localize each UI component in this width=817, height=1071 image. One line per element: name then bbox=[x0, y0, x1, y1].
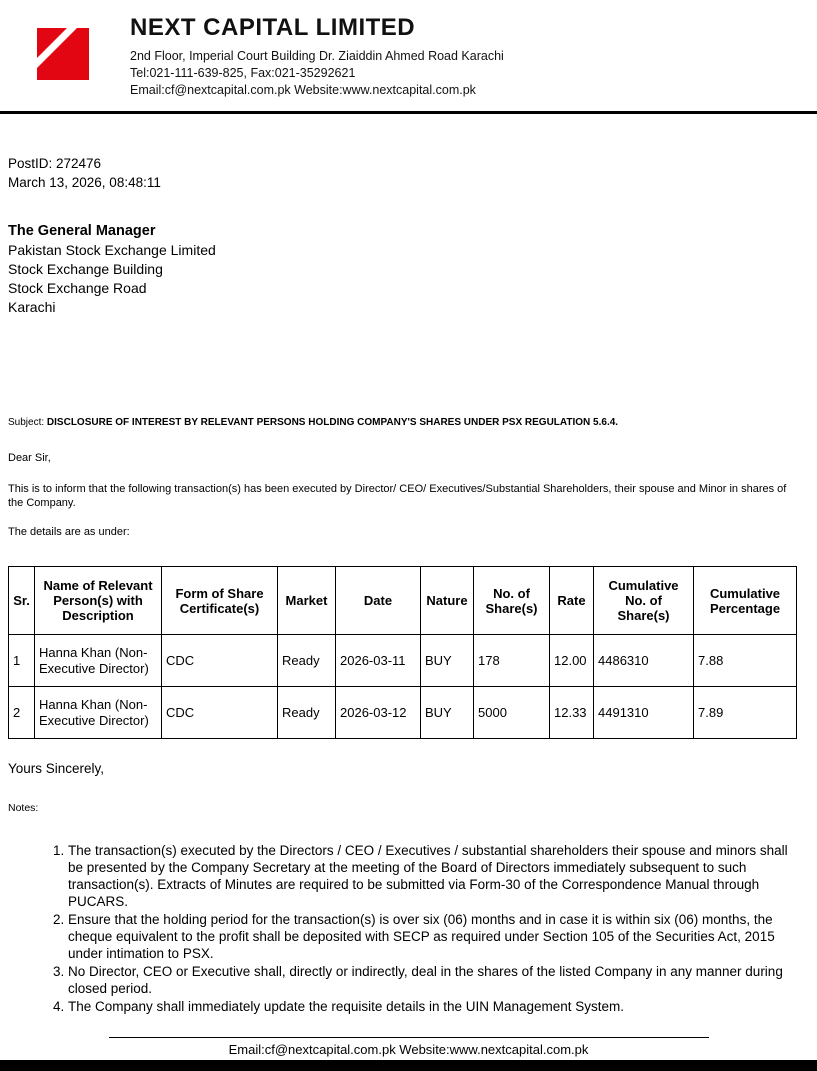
cell-nature: BUY bbox=[421, 687, 474, 739]
notes-list bbox=[8, 842, 803, 1015]
col-header-cum-pct: Cumulative Percentage bbox=[694, 567, 797, 635]
cell-cum-shares: 4491310 bbox=[594, 687, 694, 739]
company-email-web: Email:cf@nextcapital.com.pk Website:www.nextcapital.com.pk bbox=[130, 83, 476, 97]
col-header-sr: Sr. bbox=[9, 567, 35, 635]
cell-date: 2026-03-12 bbox=[336, 687, 421, 739]
salutation: Dear Sir, bbox=[8, 452, 51, 464]
col-header-shares: No. of Share(s) bbox=[474, 567, 550, 635]
cell-sr: 1 bbox=[9, 635, 35, 687]
post-datetime: March 13, 2026, 08:48:11 bbox=[8, 175, 161, 190]
addressee-road: Stock Exchange Road bbox=[8, 280, 147, 296]
details-label: The details are as under: bbox=[8, 526, 130, 538]
page-footer bbox=[0, 1037, 817, 1060]
col-header-cum-shares: Cumulative No. of Share(s) bbox=[594, 567, 694, 635]
cell-name: Hanna Khan (Non-Executive Director) bbox=[35, 635, 162, 687]
subject-line bbox=[8, 417, 809, 428]
subject-text: DISCLOSURE OF INTEREST BY RELEVANT PERSONS HOLDING COMPANY'S SHARES UNDER PSX REGULATION 5.6.4. bbox=[46, 417, 619, 428]
note-item: 3. No Director, CEO or Executive shall, directly or indirectly, deal in the shares of the listed Company in any manner during closed period. bbox=[68, 963, 803, 997]
col-header-date: Date bbox=[336, 567, 421, 635]
col-header-market: Market bbox=[278, 567, 336, 635]
closing-line: Yours Sincerely, bbox=[8, 761, 105, 776]
transactions-table bbox=[8, 566, 797, 739]
addressee-title: The General Manager bbox=[8, 223, 156, 239]
col-header-rate: Rate bbox=[550, 567, 594, 635]
cell-form: CDC bbox=[162, 635, 278, 687]
header-divider bbox=[0, 111, 817, 114]
company-name: NEXT CAPITAL LIMITED bbox=[130, 14, 416, 41]
post-meta bbox=[8, 154, 809, 192]
note-item: 4. The Company shall immediately update the requisite details in the UIN Management System. bbox=[68, 998, 803, 1015]
letterhead bbox=[0, 0, 817, 109]
company-address: 2nd Floor, Imperial Court Building Dr. Ziaiddin Ahmed Road Karachi bbox=[130, 49, 504, 63]
cell-rate: 12.33 bbox=[550, 687, 594, 739]
addressee-org: Pakistan Stock Exchange Limited bbox=[8, 242, 216, 258]
cell-rate: 12.00 bbox=[550, 635, 594, 687]
col-header-form: Form of Share Certificate(s) bbox=[162, 567, 278, 635]
cell-shares: 178 bbox=[474, 635, 550, 687]
post-id: PostID: 272476 bbox=[8, 156, 102, 171]
cell-cum-shares: 4486310 bbox=[594, 635, 694, 687]
col-header-nature: Nature bbox=[421, 567, 474, 635]
subject-label: Subject: bbox=[8, 417, 47, 428]
cell-cum-pct: 7.88 bbox=[694, 635, 797, 687]
table-row bbox=[9, 687, 797, 739]
company-logo-icon bbox=[35, 26, 91, 82]
cell-date: 2026-03-11 bbox=[336, 635, 421, 687]
table-header-row bbox=[9, 567, 797, 635]
note-item: 2. Ensure that the holding period for the transaction(s) is over six (06) months and in case it is within six (06) months, the cheque equivalent to the profit shall be deposited with SECP as required under Section 105 of the Securities Act, 2015 under intimation to PSX. bbox=[68, 911, 803, 962]
col-header-name: Name of Relevant Person(s) with Description bbox=[35, 567, 162, 635]
footer-email-web: Email:cf@nextcapital.com.pk Website:www.nextcapital.com.pk bbox=[109, 1037, 709, 1060]
cell-market: Ready bbox=[278, 635, 336, 687]
addressee-block bbox=[8, 222, 809, 317]
notes-label: Notes: bbox=[8, 802, 39, 814]
cell-form: CDC bbox=[162, 687, 278, 739]
addressee-building: Stock Exchange Building bbox=[8, 261, 163, 277]
cell-name: Hanna Khan (Non-Executive Director) bbox=[35, 687, 162, 739]
cell-cum-pct: 7.89 bbox=[694, 687, 797, 739]
letter-body bbox=[0, 154, 817, 1015]
cell-shares: 5000 bbox=[474, 687, 550, 739]
letterhead-text bbox=[130, 14, 809, 99]
bottom-bar bbox=[0, 1060, 817, 1071]
intro-paragraph: This is to inform that the following transaction(s) has been executed by Director/ CEO/ Executives/Substantial Shareholders, their spouse and Minor in shares of the Company. bbox=[8, 483, 787, 509]
note-item: 1. The transaction(s) executed by the Directors / CEO / Executives / substantial shareholders their spouse and minors shall be presented by the Company Secretary at the meeting of the Board of Directors immediately subsequent to such transaction(s). Extracts of Minutes are required to be submitted via Form-30 of the Correspondence Manual through PUCARS. bbox=[68, 842, 803, 910]
cell-market: Ready bbox=[278, 687, 336, 739]
addressee-city: Karachi bbox=[8, 299, 56, 315]
cell-nature: BUY bbox=[421, 635, 474, 687]
table-row bbox=[9, 635, 797, 687]
company-phone-fax: Tel:021-111-639-825, Fax:021-35292621 bbox=[130, 66, 356, 80]
cell-sr: 2 bbox=[9, 687, 35, 739]
